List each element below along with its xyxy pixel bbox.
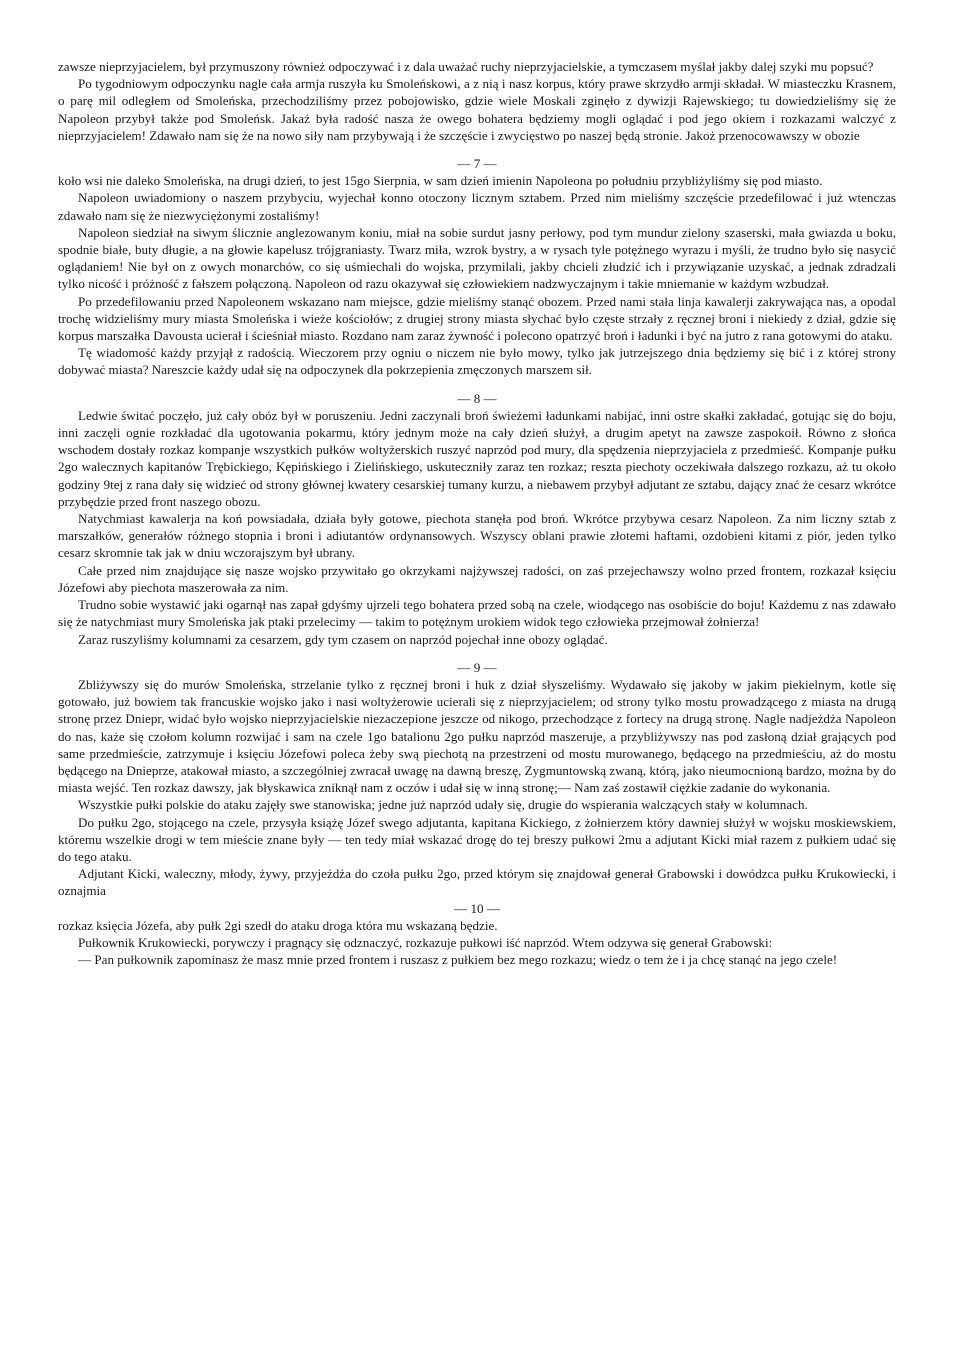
paragraph: Ledwie świtać poczęło, już cały obóz był w poruszeniu. Jedni zaczynali broń świeżemi ładunkami nabijać, inni ostre skałki zakładać, gotując się do boju, inni zaczęli ognie rozkładać dla ugotowania pokarmu, który jednym może na cały dzień służył, a drugim apetyt na zawsze zaspokoił. Równo z słońca wschodem dostały rozkaz kompanje wszystkich pułków woltyżerskich ruszyć naprzód pod mury, dla spędzenia nieprzyjaciela z przedmieść. Kompanje pułku 2go walecznych kapitanów Trębickiego, Kępińskiego i Zielińskiego, uskuteczniły zaraz ten rozkaz; reszta piechoty oczekiwała dalszego rozkazu, aż tu około godziny 9tej z rana dały się widzieć od strony głównej kwatery cesarskiej tumany kurzu, a niebawem przybył adjutant ze sztabu, dający znać że cesarz wkrótce przybędzie przed front naszego obozu. <box>58 407 896 509</box>
paragraph: rozkaz księcia Józefa, aby pułk 2gi szedł do ataku droga która mu wskazaną będzie. <box>58 917 498 933</box>
paragraph: Po tygodniowym odpoczynku nagle cała armja ruszyła ku Smoleńskowi, a z nią i nasz korpus, który prawe skrzydło armji składał. W miasteczku Krasnem, o parę mil odległem od Smoleńska, przechodziliśmy przez pobojowisko, gdzie wiele Moskali zginęło z dywizji Rajewskiego; tu dowiedzieliśmy się że Napoleon przybył także pod Smoleńsk. Jakaż była radość nasza że owego bohatera będziemy mogli oglądać i pod jego okiem i rozkazami walczyć z nieprzyjacielem! Zdawało nam się że na nowo siły nam przybywają i że szczęście i zwycięstwo po naszej będą stronie. Jakoż przenocowawszy w obozie <box>58 76 896 143</box>
paragraph: Zbliżywszy się do murów Smoleńska, strzelanie tylko z ręcznej broni i huk z dział słyszeliśmy. Wydawało się jakoby w jakim piekielnym, kotle się gotowało, już bowiem tak francuskie wojsko jako i nasi woltyżerowie ucierali się z nieprzyjacielem; od strony tylko mostu prowadzącego z miasta na drugą stronę przez Dniepr, widać było wojsko nieprzyjacielskie niezaczepione jeszcze od nikogo, przechodzące z fortecy na drugą stronę. Nagle nadjeżdża Napoleon do nas, każe się czołom kolumn rozwijać i sam na czele 1go batalionu 2go pułku naprzód maszeruje, a przybliżywszy nas pod zasłoną dział grających pod same przedmieście, zatrzymuje i księciu Józefowi poleca żeby swą piechotą na przestrzeni od mostu murowanego, będącego na przedmieściu, aż do mostu będącego na Dnieprze, atakował miasto, a szczególniej zwracał uwagę na dawną breszę, Zygmuntowską zwaną, którą, jako nieumocnioną bardzo, można by do miasta wejść. Ten rozkaz dawszy, jak błyskawica zniknął nam z oczów i udał się w inną stronę;— Nam zaś zostawił ciężkie zadanie do wykonania. <box>58 676 896 796</box>
paragraph: Całe przed nim znajdujące się nasze wojsko przywitało go okrzykami najżywszej radości, on zaś przejechawszy wolno przed frontem, rozkazał księciu Józefowi aby piechota maszerowała za nim. <box>58 562 896 595</box>
paragraph: Pułkownik Krukowiecki, porywczy i pragnący się odznaczyć, rozkazuje pułkowi iść naprzód. Wtem odzywa się generał Grabowski: <box>78 934 773 950</box>
paragraph: zawsze nieprzyjacielem, był przymuszony również odpoczywać i z dala uważać ruchy nieprzyjacielskie, a tymczasem myślał jakby dalej szyki mu popsuć? <box>58 59 874 74</box>
paragraph: Natychmiast kawalerja na koń powsiadała, działa były gotowe, piechota stanęła pod broń. Wkrótce przybywa cesarz Napoleon. Za nim liczny sztab z marszałków, generałów różnego stopnia i broni i adiutantów ordynansowych. Wszyscy oblani prawie złotemi haftami, ozdobieni kitami z piór, jeden tylko cesarz skromnie tak jak w dniu wczorajszym był ubrany. <box>58 511 896 561</box>
page-number: — 8 — <box>457 390 497 406</box>
paragraph: Tę wiadomość każdy przyjął z radością. Wieczorem przy ogniu o niczem nie było mowy, tylko jak jutrzejszego dnia będziemy się bić i z której strony dobywać miasta? Nareszcie każdy udał się na odpoczynek dla pokrzepienia zmęczonych marszem sił. <box>58 345 896 378</box>
page-number: — 9 — <box>457 659 497 675</box>
paragraph: koło wsi nie daleko Smoleńska, na drugi dzień, to jest 15go Sierpnia, w sam dzień imienin Napoleona po południu przybliżyliśmy się pod miasto. <box>58 173 823 189</box>
document-page <box>58 58 896 968</box>
page-number: — 10 — <box>454 900 500 916</box>
paragraph: Do pułku 2go, stojącego na czele, przysyła książę Józef swego adjutanta, kapitana Kickiego, z żołnierzem który dawniej służył w wojsku moskiewskiem, któremu wszelkie drogi w tem mieście znane były — ten tedy miał wskazać drogę do tej breszy pułkowi 2mu a adjutant Kicki miał razem z pułkiem udać się do tego ataku. <box>58 814 896 864</box>
paragraph: — Pan pułkownik zapominasz że masz mnie przed frontem i ruszasz z pułkiem bez mego rozkazu; wiedz o tem że i ja chcę stanąć na jego czele! <box>78 952 838 968</box>
paragraph: Zaraz ruszyliśmy kolumnami za cesarzem, gdy tym czasem on naprzód pojechał inne obozy oglądać. <box>78 631 608 647</box>
paragraph: Adjutant Kicki, waleczny, młody, żywy, przyjeżdża do czoła pułku 2go, przed którym się znajdował generał Grabowski i dowódzca pułku Krukowiecki, i oznajmia <box>58 866 896 899</box>
page-number: — 7 — <box>457 156 497 172</box>
paragraph: Wszystkie pułki polskie do ataku zajęły swe stanowiska; jedne już naprzód udały się, drugie do wspierania walczących stały w kolumnach. <box>78 797 808 813</box>
paragraph: Napoleon uwiadomiony o naszem przybyciu, wyjechał konno otoczony licznym sztabem. Przed nim mieliśmy szczęście przedefilować i już wtenczas zdawało nam się że niezwyciężonymi zostaliśmy! <box>58 190 896 223</box>
paragraph: Trudno sobie wystawić jaki ogarnął nas zapał gdyśmy ujrzeli tego bohatera przed sobą na czele, wiodącego nas osobiście do boju! Każdemu z nas zdawało się że natychmiast mury Smoleńska jak ptaki przelecimy — takim to potężnym urokiem widok tego człowieka przejmował żołnierza! <box>58 597 896 630</box>
paragraph: Po przedefilowaniu przed Napoleonem wskazano nam miejsce, gdzie mieliśmy stanąć obozem. Przed nami stała linja kawalerji zakrywająca nas, a opodal trochę widzieliśmy mury miasta Smoleńska i wieże kościołów; z drugiej strony miasta słychać było częste strzały z ręcznej broni i niekiedy z dział, gdzie się korpus marszałka Davousta ucierał i ścieśniał miasto. Rozdano nam zaraz żywność i polecono opatrzyć broń i ładunki i być na jutro z rana gotowymi do ataku. <box>58 293 896 344</box>
paragraph: Napoleon siedział na siwym ślicznie anglezowanym koniu, miał na sobie surdut jasny perłowy, pod tym mundur zielony szaserski, mała gwiazda u boku, spodnie białe, buty długie, a na głowie kapelusz trójgraniasty. Twarz miła, wzrok bystry, a w rysach tyle potężnego wyrazu i myśli, że trudno było się nasycić oglądaniem! Nie był on z owych monarchów, co się uśmiechali do wojska, przymilali, jakby chcieli złudzić ich i przywiązanie uzyskać, a jednak zdradzali tylko nicość i próżność z fałszem połączoną. Napoleon od razu okazywał się człowiekiem nadzwyczajnym i takie mniemanie w każdym wzbudzał. <box>58 224 896 292</box>
